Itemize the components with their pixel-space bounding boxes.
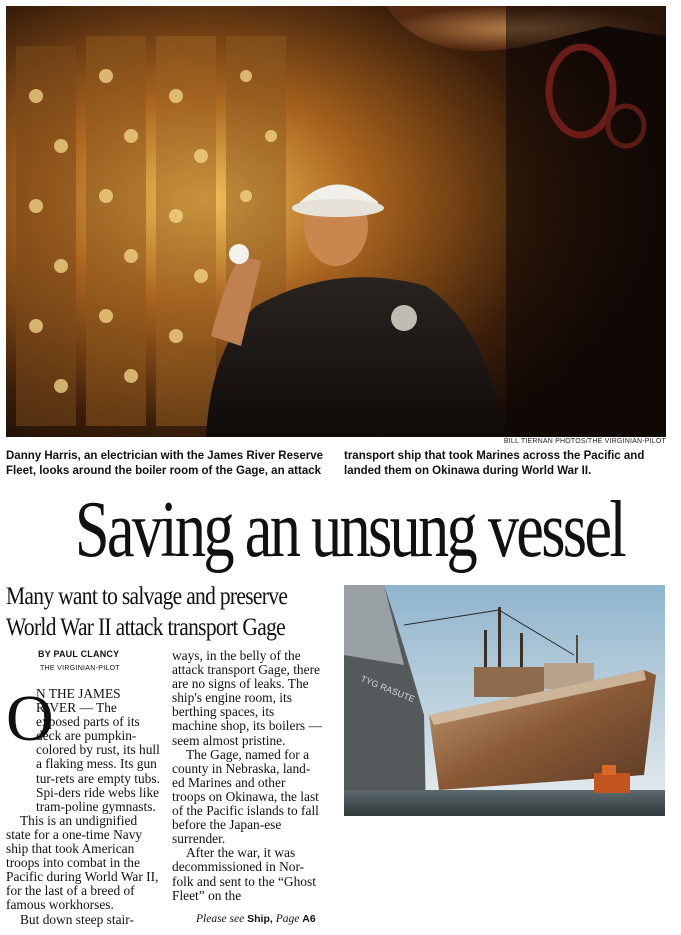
byline-author: BY PAUL CLANCY <box>38 649 120 659</box>
jump-line[interactable] <box>196 913 316 925</box>
drop-cap: O <box>6 682 54 755</box>
photo-caption-part-1: Danny Harris, an electrician with the James River Reserve Fleet, looks around the boiler room of the Gage, an attack <box>6 450 324 477</box>
story-paragraph: After the war, it was decommissioned in Nor-folk and sent to the “Ghost Fleet” on the <box>172 845 316 903</box>
byline-organization: THE VIRGINIAN-PILOT <box>40 665 120 672</box>
story-lead-paragraph: N THE JAMES RIVER — The exposed parts of its deck are pumpkin-colored by rust, its hull a flaking mess. Its gun tur-rets are empty tubs. Spi-ders ride webs like tram-poline gymnasts. <box>36 686 160 814</box>
story-paragraph: But down steep stair- <box>20 911 134 927</box>
photo-caption-part-2: transport ship that took Marines across the Pacific and landed them on Okinawa during World War II. <box>344 450 645 477</box>
jump-slug: Ship, <box>247 913 273 925</box>
jump-prefix: Please see <box>196 913 245 925</box>
ship-photo <box>344 585 665 816</box>
story-column-2 <box>172 649 322 903</box>
boiler-room-photo <box>6 6 666 437</box>
photo-credit: BILL TIERNAN PHOTOS/THE VIRGINIAN-PILOT <box>503 438 666 445</box>
story-column-1 <box>6 682 162 927</box>
boiler-room-image <box>6 6 666 437</box>
jump-page: A6 <box>302 913 316 925</box>
jump-page-label: Page <box>275 913 300 925</box>
story-paragraph: The Gage, named for a county in Nebraska, land-ed Marines and other troops on Okinawa, the last of the Pacific islands to fall before the Japan-ese surrender. <box>172 746 319 847</box>
subheadline-line-2: World War II attack transport Gage <box>6 614 286 641</box>
story-paragraph: This is an undignified state for a one-time Navy ship that took American troops into combat in the Pacific during World War II, for the last of a breed of famous workhorses. <box>6 812 159 913</box>
ship-image <box>344 585 665 816</box>
hull-lettering: TYG RASUTE <box>359 673 417 705</box>
subheadline <box>6 581 326 643</box>
subheadline-line-1: Many want to salvage and preserve <box>6 583 288 610</box>
headline: Saving an unsung vessel <box>74 486 624 574</box>
story-paragraph: ways, in the belly of the attack transport Gage, there are no signs of leaks. The ship's engine room, its berthing spaces, its machine shop, its boilers — seem almost pristine. <box>172 648 322 748</box>
